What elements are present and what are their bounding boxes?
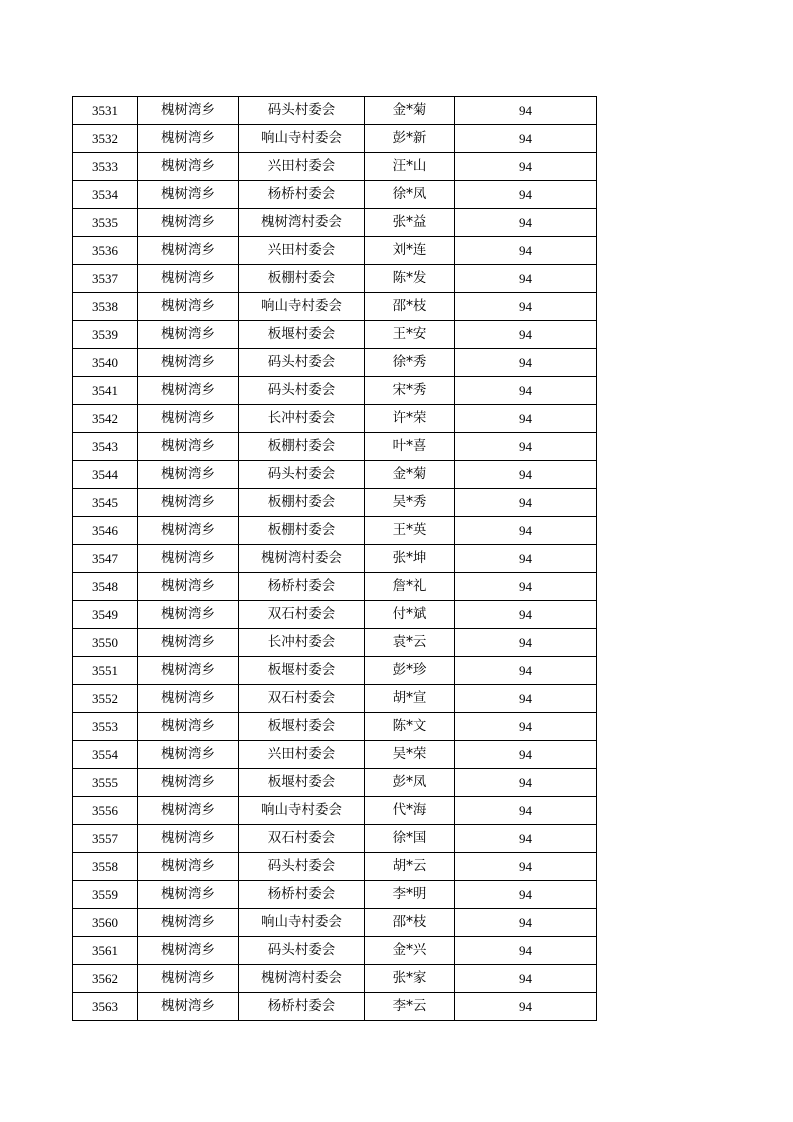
table-row	[73, 321, 597, 349]
township-cell: 槐树湾乡	[138, 153, 239, 181]
row-number-cell: 3557	[73, 825, 138, 853]
score-cell: 94	[455, 209, 597, 237]
village-committee-cell: 兴田村委会	[239, 237, 365, 265]
village-committee-cell: 板棚村委会	[239, 265, 365, 293]
row-number-cell: 3540	[73, 349, 138, 377]
table-row	[73, 797, 597, 825]
score-cell: 94	[455, 601, 597, 629]
row-number-cell: 3532	[73, 125, 138, 153]
row-number-cell: 3551	[73, 657, 138, 685]
table-row	[73, 629, 597, 657]
person-name-cell: 胡*云	[365, 853, 455, 881]
row-number-cell: 3537	[73, 265, 138, 293]
township-cell: 槐树湾乡	[138, 405, 239, 433]
row-number-cell: 3533	[73, 153, 138, 181]
row-number-cell: 3560	[73, 909, 138, 937]
township-cell: 槐树湾乡	[138, 685, 239, 713]
score-cell: 94	[455, 909, 597, 937]
row-number-cell: 3535	[73, 209, 138, 237]
score-cell: 94	[455, 181, 597, 209]
row-number-cell: 3538	[73, 293, 138, 321]
table-row	[73, 937, 597, 965]
row-number-cell: 3531	[73, 97, 138, 125]
row-number-cell: 3549	[73, 601, 138, 629]
person-name-cell: 徐*凤	[365, 181, 455, 209]
score-cell: 94	[455, 461, 597, 489]
person-name-cell: 许*荣	[365, 405, 455, 433]
table-row	[73, 377, 597, 405]
township-cell: 槐树湾乡	[138, 489, 239, 517]
table-row	[73, 125, 597, 153]
score-cell: 94	[455, 293, 597, 321]
village-committee-cell: 双石村委会	[239, 825, 365, 853]
row-number-cell: 3536	[73, 237, 138, 265]
village-committee-cell: 板堰村委会	[239, 321, 365, 349]
person-name-cell: 李*明	[365, 881, 455, 909]
township-cell: 槐树湾乡	[138, 293, 239, 321]
table-row	[73, 293, 597, 321]
table-row	[73, 965, 597, 993]
township-cell: 槐树湾乡	[138, 657, 239, 685]
township-cell: 槐树湾乡	[138, 741, 239, 769]
village-committee-cell: 双石村委会	[239, 601, 365, 629]
score-cell: 94	[455, 125, 597, 153]
row-number-cell: 3543	[73, 433, 138, 461]
row-number-cell: 3558	[73, 853, 138, 881]
person-name-cell: 邵*枝	[365, 909, 455, 937]
score-cell: 94	[455, 489, 597, 517]
village-committee-cell: 杨桥村委会	[239, 881, 365, 909]
village-committee-cell: 码头村委会	[239, 377, 365, 405]
person-name-cell: 张*益	[365, 209, 455, 237]
person-name-cell: 汪*山	[365, 153, 455, 181]
village-committee-cell: 板堰村委会	[239, 769, 365, 797]
village-committee-cell: 板棚村委会	[239, 517, 365, 545]
township-cell: 槐树湾乡	[138, 909, 239, 937]
village-committee-cell: 槐树湾村委会	[239, 965, 365, 993]
table-row	[73, 881, 597, 909]
township-cell: 槐树湾乡	[138, 97, 239, 125]
row-number-cell: 3546	[73, 517, 138, 545]
table-row	[73, 489, 597, 517]
document-page	[72, 96, 596, 1021]
score-cell: 94	[455, 657, 597, 685]
village-committee-cell: 码头村委会	[239, 349, 365, 377]
table-row	[73, 685, 597, 713]
table-row	[73, 741, 597, 769]
row-number-cell: 3561	[73, 937, 138, 965]
person-name-cell: 陈*发	[365, 265, 455, 293]
score-cell: 94	[455, 265, 597, 293]
township-cell: 槐树湾乡	[138, 937, 239, 965]
township-cell: 槐树湾乡	[138, 321, 239, 349]
row-number-cell: 3539	[73, 321, 138, 349]
township-cell: 槐树湾乡	[138, 461, 239, 489]
table-row	[73, 209, 597, 237]
row-number-cell: 3550	[73, 629, 138, 657]
person-name-cell: 付*斌	[365, 601, 455, 629]
row-number-cell: 3534	[73, 181, 138, 209]
score-cell: 94	[455, 321, 597, 349]
village-committee-cell: 码头村委会	[239, 461, 365, 489]
township-cell: 槐树湾乡	[138, 853, 239, 881]
table-row	[73, 769, 597, 797]
person-name-cell: 金*兴	[365, 937, 455, 965]
person-name-cell: 金*菊	[365, 461, 455, 489]
person-name-cell: 胡*宣	[365, 685, 455, 713]
row-number-cell: 3556	[73, 797, 138, 825]
score-cell: 94	[455, 797, 597, 825]
row-number-cell: 3553	[73, 713, 138, 741]
score-cell: 94	[455, 237, 597, 265]
township-cell: 槐树湾乡	[138, 377, 239, 405]
table-row	[73, 433, 597, 461]
score-cell: 94	[455, 685, 597, 713]
village-committee-cell: 槐树湾村委会	[239, 545, 365, 573]
table-row	[73, 349, 597, 377]
table-row	[73, 461, 597, 489]
village-committee-cell: 板堰村委会	[239, 657, 365, 685]
village-committee-cell: 兴田村委会	[239, 153, 365, 181]
score-cell: 94	[455, 825, 597, 853]
row-number-cell: 3547	[73, 545, 138, 573]
table-row	[73, 181, 597, 209]
township-cell: 槐树湾乡	[138, 713, 239, 741]
township-cell: 槐树湾乡	[138, 601, 239, 629]
village-committee-cell: 板堰村委会	[239, 713, 365, 741]
village-committee-cell: 响山寺村委会	[239, 125, 365, 153]
score-cell: 94	[455, 965, 597, 993]
village-committee-cell: 响山寺村委会	[239, 909, 365, 937]
score-cell: 94	[455, 629, 597, 657]
score-cell: 94	[455, 153, 597, 181]
person-name-cell: 徐*秀	[365, 349, 455, 377]
township-cell: 槐树湾乡	[138, 545, 239, 573]
township-cell: 槐树湾乡	[138, 209, 239, 237]
township-cell: 槐树湾乡	[138, 181, 239, 209]
table-row	[73, 853, 597, 881]
table-row	[73, 265, 597, 293]
roster-table-body	[73, 97, 597, 1021]
person-name-cell: 王*英	[365, 517, 455, 545]
township-cell: 槐树湾乡	[138, 797, 239, 825]
score-cell: 94	[455, 517, 597, 545]
person-name-cell: 彭*新	[365, 125, 455, 153]
score-cell: 94	[455, 349, 597, 377]
person-name-cell: 詹*礼	[365, 573, 455, 601]
village-committee-cell: 板棚村委会	[239, 433, 365, 461]
village-committee-cell: 兴田村委会	[239, 741, 365, 769]
village-committee-cell: 长冲村委会	[239, 405, 365, 433]
roster-table	[72, 96, 597, 1021]
score-cell: 94	[455, 573, 597, 601]
score-cell: 94	[455, 769, 597, 797]
township-cell: 槐树湾乡	[138, 573, 239, 601]
table-row	[73, 993, 597, 1021]
person-name-cell: 叶*喜	[365, 433, 455, 461]
village-committee-cell: 长冲村委会	[239, 629, 365, 657]
row-number-cell: 3555	[73, 769, 138, 797]
person-name-cell: 陈*文	[365, 713, 455, 741]
person-name-cell: 王*安	[365, 321, 455, 349]
row-number-cell: 3559	[73, 881, 138, 909]
village-committee-cell: 杨桥村委会	[239, 993, 365, 1021]
score-cell: 94	[455, 713, 597, 741]
table-row	[73, 657, 597, 685]
township-cell: 槐树湾乡	[138, 125, 239, 153]
township-cell: 槐树湾乡	[138, 433, 239, 461]
person-name-cell: 刘*连	[365, 237, 455, 265]
village-committee-cell: 响山寺村委会	[239, 797, 365, 825]
person-name-cell: 彭*珍	[365, 657, 455, 685]
table-row	[73, 237, 597, 265]
table-row	[73, 97, 597, 125]
village-committee-cell: 码头村委会	[239, 937, 365, 965]
township-cell: 槐树湾乡	[138, 237, 239, 265]
score-cell: 94	[455, 405, 597, 433]
row-number-cell: 3541	[73, 377, 138, 405]
score-cell: 94	[455, 377, 597, 405]
table-row	[73, 573, 597, 601]
township-cell: 槐树湾乡	[138, 265, 239, 293]
row-number-cell: 3542	[73, 405, 138, 433]
table-row	[73, 825, 597, 853]
table-row	[73, 517, 597, 545]
table-row	[73, 713, 597, 741]
person-name-cell: 邵*枝	[365, 293, 455, 321]
table-row	[73, 601, 597, 629]
village-committee-cell: 响山寺村委会	[239, 293, 365, 321]
township-cell: 槐树湾乡	[138, 769, 239, 797]
row-number-cell: 3548	[73, 573, 138, 601]
row-number-cell: 3554	[73, 741, 138, 769]
township-cell: 槐树湾乡	[138, 825, 239, 853]
table-row	[73, 545, 597, 573]
score-cell: 94	[455, 545, 597, 573]
table-row	[73, 909, 597, 937]
village-committee-cell: 槐树湾村委会	[239, 209, 365, 237]
village-committee-cell: 杨桥村委会	[239, 181, 365, 209]
township-cell: 槐树湾乡	[138, 517, 239, 545]
township-cell: 槐树湾乡	[138, 965, 239, 993]
score-cell: 94	[455, 937, 597, 965]
row-number-cell: 3563	[73, 993, 138, 1021]
person-name-cell: 代*海	[365, 797, 455, 825]
row-number-cell: 3544	[73, 461, 138, 489]
village-committee-cell: 杨桥村委会	[239, 573, 365, 601]
person-name-cell: 张*坤	[365, 545, 455, 573]
score-cell: 94	[455, 433, 597, 461]
table-row	[73, 153, 597, 181]
person-name-cell: 宋*秀	[365, 377, 455, 405]
township-cell: 槐树湾乡	[138, 349, 239, 377]
score-cell: 94	[455, 741, 597, 769]
person-name-cell: 彭*凤	[365, 769, 455, 797]
table-row	[73, 405, 597, 433]
person-name-cell: 吴*荣	[365, 741, 455, 769]
score-cell: 94	[455, 853, 597, 881]
score-cell: 94	[455, 881, 597, 909]
township-cell: 槐树湾乡	[138, 993, 239, 1021]
village-committee-cell: 双石村委会	[239, 685, 365, 713]
village-committee-cell: 板棚村委会	[239, 489, 365, 517]
township-cell: 槐树湾乡	[138, 881, 239, 909]
person-name-cell: 吴*秀	[365, 489, 455, 517]
village-committee-cell: 码头村委会	[239, 97, 365, 125]
village-committee-cell: 码头村委会	[239, 853, 365, 881]
township-cell: 槐树湾乡	[138, 629, 239, 657]
score-cell: 94	[455, 993, 597, 1021]
person-name-cell: 金*菊	[365, 97, 455, 125]
row-number-cell: 3552	[73, 685, 138, 713]
person-name-cell: 徐*国	[365, 825, 455, 853]
score-cell: 94	[455, 97, 597, 125]
person-name-cell: 李*云	[365, 993, 455, 1021]
row-number-cell: 3562	[73, 965, 138, 993]
person-name-cell: 张*家	[365, 965, 455, 993]
person-name-cell: 袁*云	[365, 629, 455, 657]
row-number-cell: 3545	[73, 489, 138, 517]
